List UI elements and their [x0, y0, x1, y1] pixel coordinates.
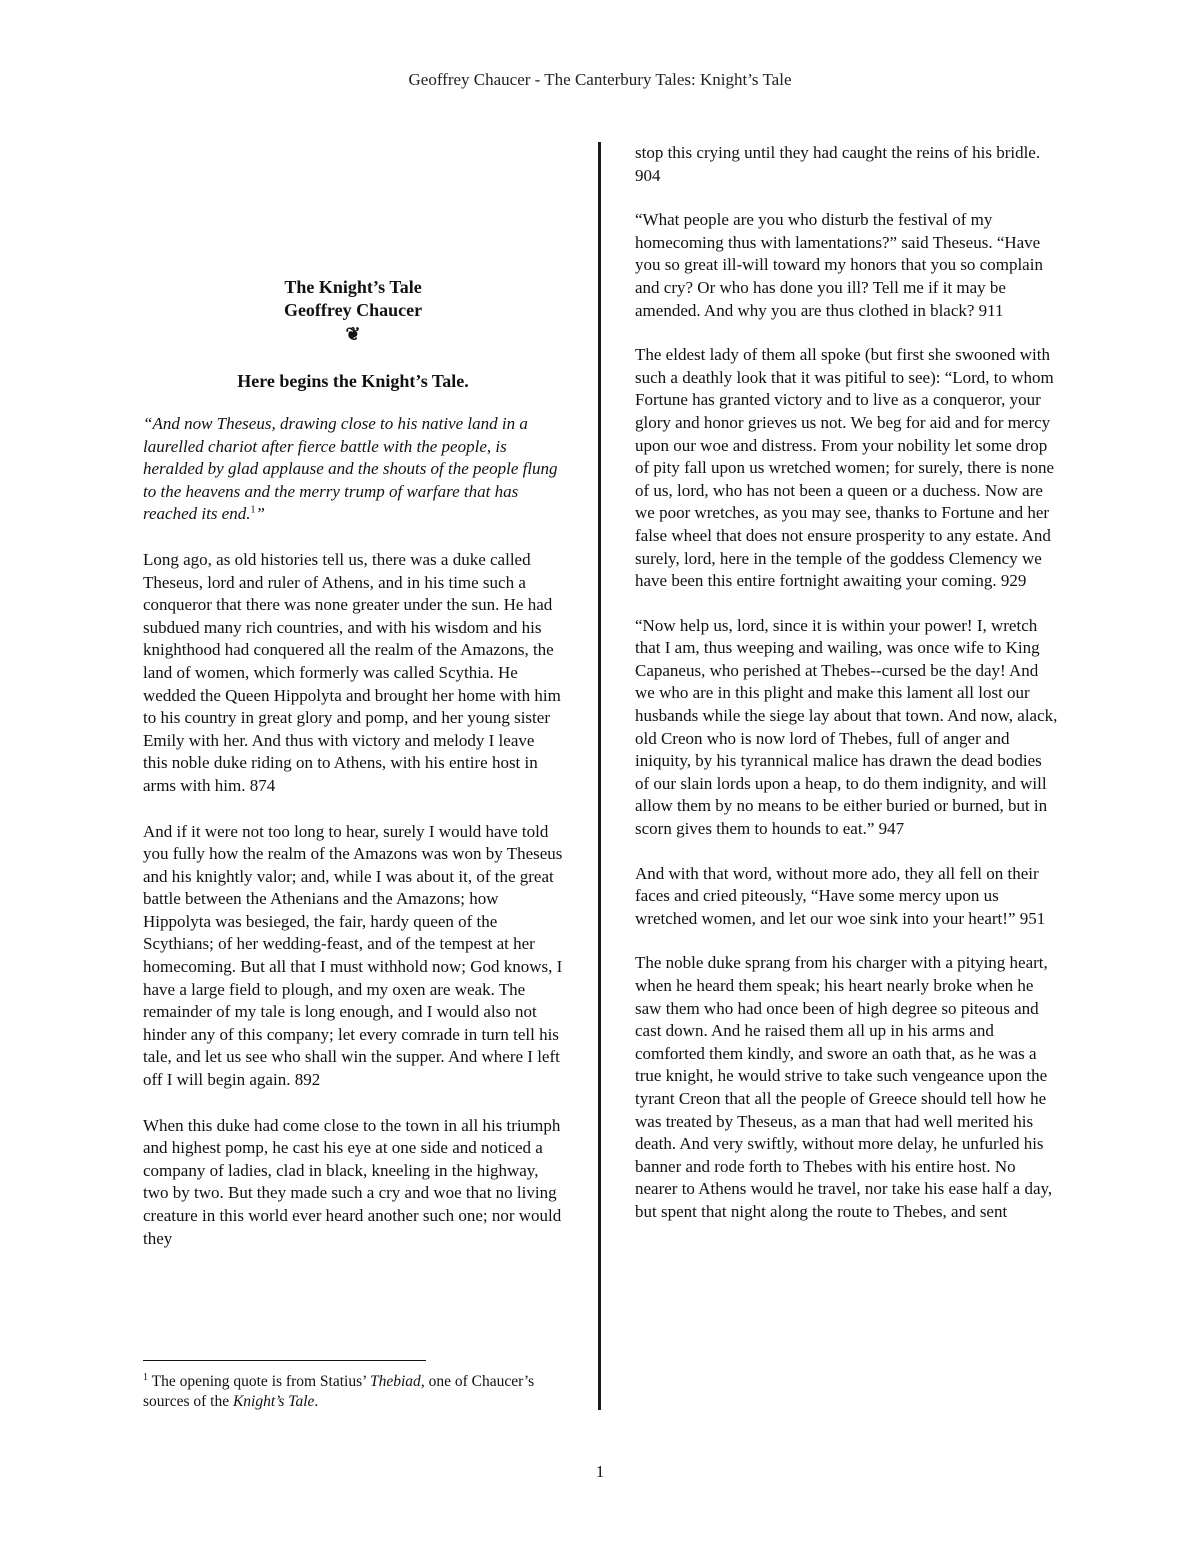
footnote-separator [143, 1360, 426, 1361]
footnote-reference[interactable]: 1 [250, 504, 256, 516]
right-column [635, 142, 1060, 1246]
paragraph: “What people are you who disturb the festival of my homecoming thus with lamentations?” said Theseus. “Have you so great ill-will toward my honors that you so complain and cry? Or who has done you ill? Tell me if it may be amended. And why you are thus clothed in black? 911 [635, 210, 1043, 320]
footnote-marker: 1 [143, 1371, 148, 1383]
fleuron-ornament: ❦ [345, 324, 361, 344]
footnote-work-title: Thebiad [370, 1373, 421, 1390]
running-header: Geoffrey Chaucer - The Canterbury Tales: Knight’s Tale [408, 70, 792, 89]
left-column [143, 140, 563, 1273]
epigraph [143, 413, 563, 526]
section-heading: Here begins the Knight’s Tale. [237, 371, 469, 391]
footnote-text: The opening quote is from Statius’ [148, 1373, 370, 1390]
title-block [143, 276, 563, 322]
footnote-work-title: Knight’s Tale [232, 1393, 315, 1410]
paragraph: stop this crying until they had caught the reins of his bridle. 904 [635, 143, 1041, 185]
footnote-text: . [314, 1393, 319, 1410]
column-divider [598, 142, 601, 1410]
footnote-text: , one of Chaucer’s sources of the [143, 1373, 535, 1410]
author-name: Geoffrey Chaucer [283, 300, 423, 320]
epigraph-closing-quote: ” [255, 504, 265, 524]
paragraph: And with that word, without more ado, they all fell on their faces and cried piteously, “Have some mercy upon us wretched women, and let our woe sink into your heart!” 951 [635, 863, 1046, 928]
tale-title: The Knight’s Tale [284, 277, 422, 297]
paragraph: Long ago, as old histories tell us, there was a duke called Theseus, lord and ruler of Athens, and in his time such a conqueror that there was none greater under the sun. He had subdued many rich countries, and with his wisdom and his knighthood had conquered all the realm of the Amazons, the land of women, which formerly was called Scythia. He wedded the Queen Hippolyta and brought her home with him to his country in great glory and pomp, and her young sister Emily with her. And thus with victory and melody I leave this noble duke riding on to Athens, with his entire host in arms with him. 874 [143, 549, 561, 795]
footnote [143, 1372, 563, 1412]
page-number: 1 [595, 1462, 605, 1481]
paragraph: “Now help us, lord, since it is within your power! I, wretch that I am, thus weeping and wailing, was once wife to King Capaneus, who perished at Thebes--cursed be the day! And we who are in this plight and make this lament all lost our husbands while the siege lay about that town. And now, alack, old Creon who is now lord of Thebes, full of anger and iniquity, by his tyrannical malice has drawn the dead bodies of our slain lords upon a heap, to do them indignity, and will allow them by no means to be either buried or burned, but in scorn gives them to hounds to eat.” 947 [635, 615, 1058, 839]
paragraph: And if it were not too long to hear, surely I would have told you fully how the realm of the Amazons was won by Theseus and his knightly valor; and, while I was about it, of the great battle between the Athenians and the Amazons; how Hippolyta was besieged, the fair, hardy queen of the Scythians; of her wedding-feast, and of the tempest at her homecoming. But all that I must withhold now; God knows, I have a large field to plough, and my oxen are weak. The remainder of my tale is long enough, and I would also not hinder any of this company; let every comrade in turn tell his tale, and let us see who shall win the supper. And where I left off I will begin again. 892 [143, 821, 563, 1090]
epigraph-text: “And now Theseus, drawing close to his native land in a laurelled chariot after fierce battle with the people, is heralded by glad applause and the shouts of the people flung to the heavens and the merry trump of warfare that has reached its end. [143, 414, 558, 524]
paragraph: The eldest lady of them all spoke (but first she swooned with such a deathly look that it was pitiful to see): “Lord, to whom Fortune has granted victory and to live as a conqueror, your glory and honor grieves us not. We beg for aid and for mercy upon our woe and distress. From your nobility let some drop of pity fall upon us wretched women; for surely, there is none of us, lord, who has not been a queen or a duchess. Now are we poor wretches, as you may see, thanks to Fortune and her false wheel that does not ensure prosperity to any estate. And surely, lord, here in the temple of the goddess Clemency we have been this entire fortnight awaiting your coming. 929 [635, 345, 1055, 591]
paragraph: When this duke had come close to the town in all his triumph and highest pomp, he cast his eye at one side and noticed a company of ladies, clad in black, kneeling in the highway, two by two. But they made such a cry and woe that no living creature in this world ever heard another such one; nor would they [143, 1115, 562, 1248]
paragraph: The noble duke sprang from his charger with a pitying heart, when he heard them speak; his heart nearly broke when he saw them who had once been of high degree so piteous and cast down. And he raised them all up in his arms and comforted them kindly, and swore an oath that, as he was a true knight, he would strive to take such vengeance upon the tyrant Creon that all the people of Greece should tell how he was treated by Theseus, as a man that had well merited his death. And very swiftly, without more delay, he unfurled his banner and rode forth to Thebes with his entire host. No nearer to Athens would he travel, nor take his ease half a day, but spent that night along the route to Thebes, and sent [635, 953, 1053, 1221]
